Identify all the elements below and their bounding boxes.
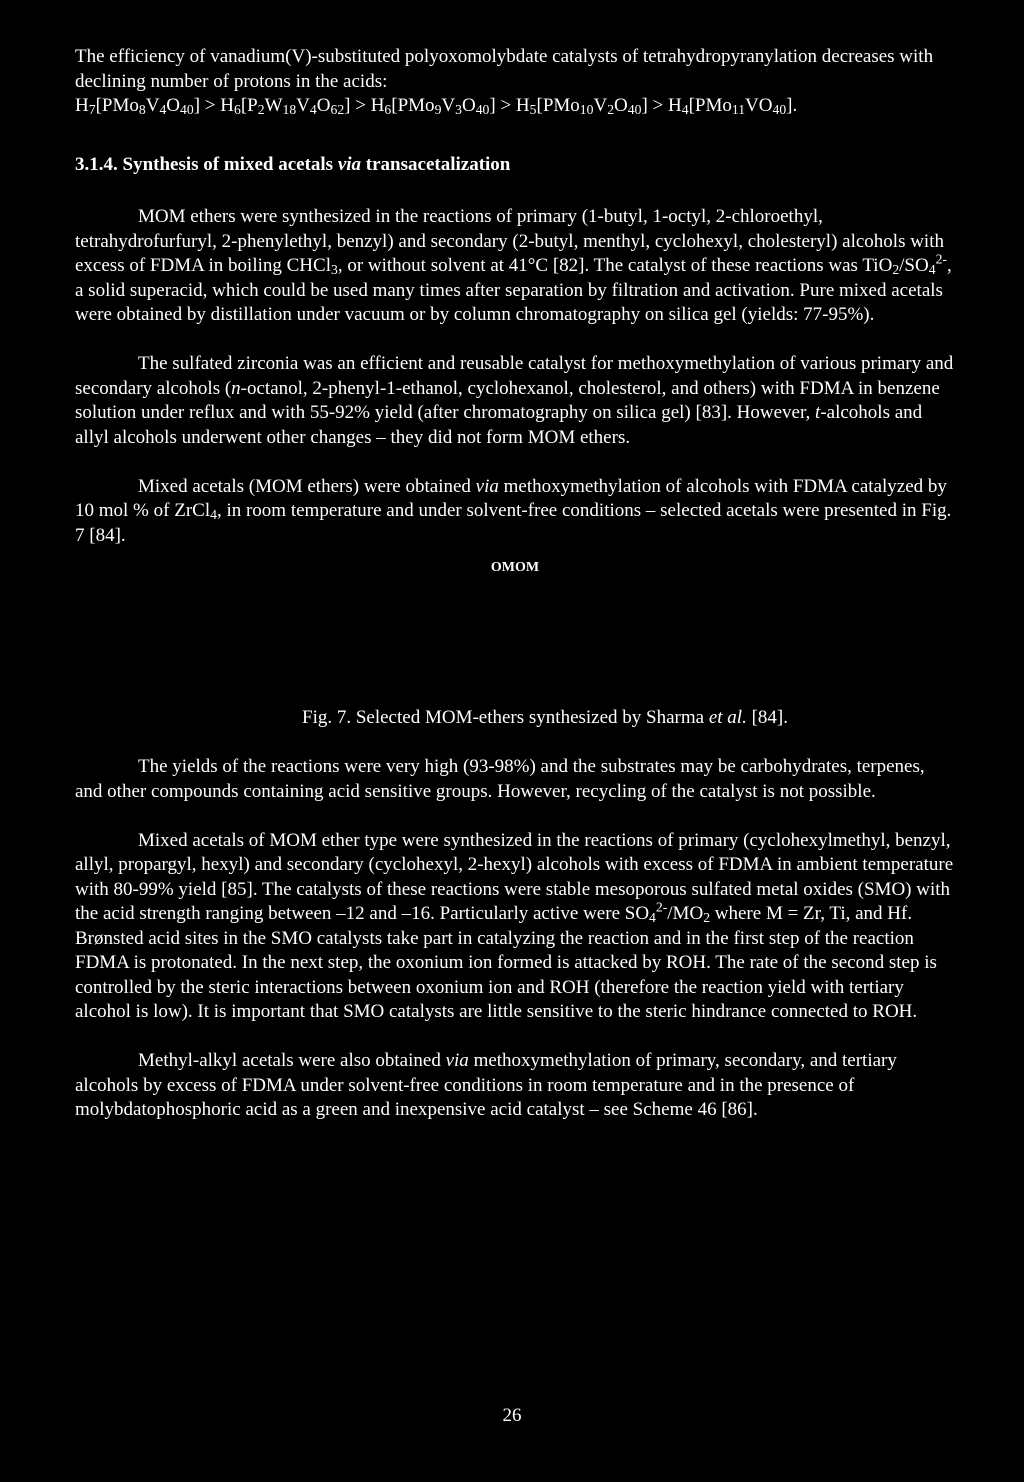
intro-paragraph — [75, 45, 955, 119]
paragraph-methyl-alkyl-acetals: Methyl-alkyl acetals were also obtained via methoxymethylation of primary, secondary, and tertiary alcohols by excess of FDMA under solvent-free conditions in room temperature and in the presence of molybdatophosphoric acid as a green and inexpensive acid catalyst – see Scheme 46 [86]. — [75, 1050, 897, 1120]
paragraph-mom-ethers: MOM ethers were synthesized in the reactions of primary (1-butyl, 1-octyl, 2-chloroethyl, tetrahydrofurfuryl, 2-phenylethyl, benzyl) and secondary (2-butyl, menthyl, cyclohexyl, cholesteryl) alcohols with excess of FDMA in boiling CHCl$_3$, or without solvent at 41°C [82]. The catalyst of these reactions was $TiO_2/SO_4^{2-}$, a solid superacid, which could be used many times after separation by filtration and activation. Pure mixed acetals were obtained by distillation under vacuum or by column chromatography on silica gel (yields: 77-95%). — [75, 206, 952, 325]
section-number: 3.1.4. — [75, 153, 118, 175]
paragraph-sulfated-zirconia: The sulfated zirconia was an efficient and reusable catalyst for methoxymethylation of various primary and secondary alcohols (n-octanol, 2-phenyl-1-ethanol, cyclohexanol, cholesterol, and others) with FDMA in benzene solution under reflux and with 55-92% yield (after chromatography on silica gel) [83]. However, t-alcohols and allyl alcohols underwent other changes – they did not form MOM ethers. — [75, 353, 954, 448]
figure-7-structure-label: OMOM — [490, 560, 540, 575]
page-content — [75, 45, 955, 1147]
section-heading: 3.1.4. Synthesis of mixed acetals via transacetalization — [75, 153, 511, 175]
figure-caption: Fig. 7. Selected MOM-ethers synthesized by Sharma et al. [84]. — [302, 707, 788, 728]
paragraph-smo-catalysts: Mixed acetals of MOM ether type were synthesized in the reactions of primary (cyclohexylmethyl, benzyl, allyl, propargyl, hexyl) and secondary (cyclohexyl, 2-hexyl) alcohols with excess of FDMA in ambient temperature with 80-99% yield [85]. The catalysts of these reactions were stable mesoporous sulfated metal oxides (SMO) with the acid strength ranging between –12 and –16. Particularly active were $SO_4^{2-}/MO_2$ where M = Zr, Ti, and Hf. Brønsted acid sites in the SMO catalysts take part in catalyzing the reaction and in the first step of the reaction FDMA is protonated. In the next step, the oxonium ion formed is attacked by ROH. The rate of the second step is controlled by the steric interactions between oxonium ion and ROH (therefore the reaction yield with tertiary alcohol is low). It is important that SMO catalysts are little sensitive to the steric hindrance connected to ROH. — [75, 829, 954, 1022]
paragraph-yields: The yields of the reactions were very high (93-98%) and the substrates may be carbohydrates, terpenes, and other compounds containing acid sensitive groups. However, recycling of the catalyst is not possible. — [75, 756, 925, 802]
polyoxometalate-formula: $H_7[PMo_8V_4O_{40}] > H_6[P_2W_{18}V_4O_{62}] > H_6[PMo_9V_3O_{40}] > H_5[PMo_{10}V_2O_{40}] > H_4[PMo_{11}VO_{40}]$. — [75, 95, 798, 117]
paragraph-zrcl4: Mixed acetals (MOM ethers) were obtained via methoxymethylation of alcohols with FDMA catalyzed by 10 mol % of ZrCl$_4$, in room temperature and under solvent-free conditions – selected acetals were presented in Fig. 7 [84]. — [75, 475, 952, 546]
intro-text: The efficiency of vanadium(V)-substituted polyoxomolybdate catalysts of tetrahydropyranylation decreases with declining number of protons in the acids: — [75, 46, 934, 92]
page-number: 26 — [502, 1405, 522, 1426]
